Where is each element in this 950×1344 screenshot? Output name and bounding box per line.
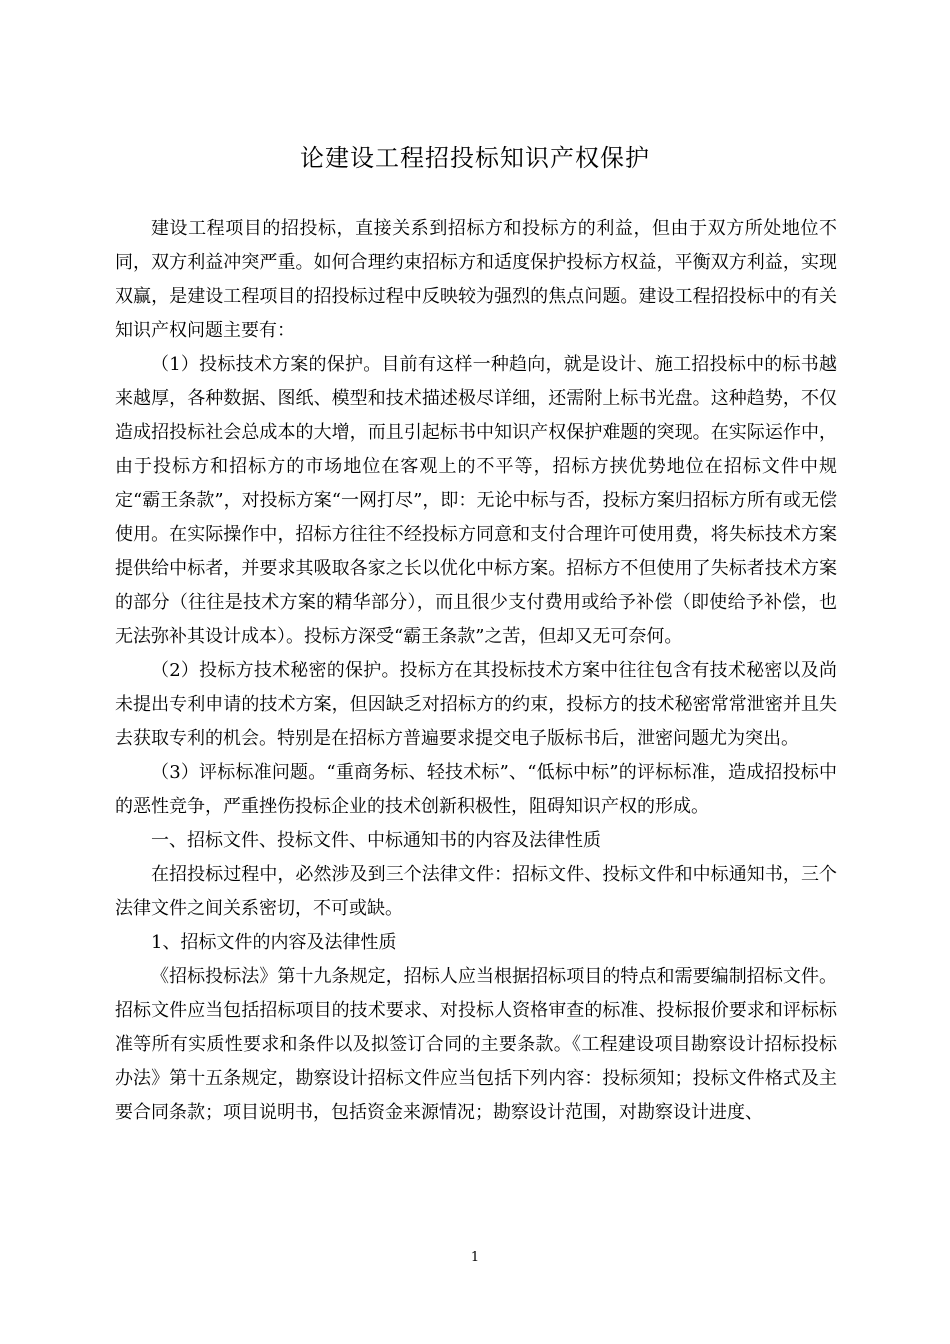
document-body	[115, 212, 837, 1130]
paragraph-issue-2: （2）投标方技术秘密的保护。投标方在其投标技术方案中往往包含有技术秘密以及尚未提出专利申请的技术方案，但因缺乏对招标方的约束，投标方的技术秘密常常泄密并且失去获取专利的机会。特别是在招标方普遍要求提交电子版标书后，泄密问题尤为突出。	[115, 660, 837, 749]
paragraph-intro: 建设工程项目的招投标，直接关系到招标方和投标方的利益，但由于双方所处地位不同，双方利益冲突严重。如何合理约束招标方和适度保护投标方权益，平衡双方利益，实现双赢，是建设工程项目的招投标过程中反映较为强烈的焦点问题。建设工程招投标中的有关知识产权问题主要有：	[115, 218, 837, 341]
paragraph-legal-docs: 在招投标过程中，必然涉及到三个法律文件：招标文件、投标文件和中标通知书，三个法律文件之间关系密切，不可或缺。	[115, 864, 837, 919]
section-heading-1: 一、招标文件、投标文件、中标通知书的内容及法律性质	[151, 830, 601, 851]
page-number: 1	[470, 1250, 480, 1265]
paragraph-issue-1: （1）投标技术方案的保护。目前有这样一种趋向，就是设计、施工招投标中的标书越来越厚，各种数据、图纸、模型和技术描述极尽详细，还需附上标书光盘。这种趋势，不仅造成招投标社会总成本的大增，而且引起标书中知识产权保护难题的突现。在实际运作中，由于投标方和招标方的市场地位在客观上的不平等，招标方挟优势地位在招标文件中规定“霸王条款”，对投标方案“一网打尽”，即：无论中标与否，投标方案归招标方所有或无偿使用。在实际操作中，招标方往往不经投标方同意和支付合理许可使用费，将失标技术方案提供给中标者，并要求其吸取各家之长以优化中标方案。招标方不但使用了失标者技术方案的部分（往往是技术方案的精华部分），而且很少支付费用或给予补偿（即使给予补偿，也无法弥补其设计成本）。投标方深受“霸王条款”之苦，但却又无可奈何。	[115, 354, 837, 647]
paragraph-law-article: 《招标投标法》第十九条规定，招标人应当根据招标项目的特点和需要编制招标文件。招标文件应当包括招标项目的技术要求、对投标人资格审查的标准、投标报价要求和评标标准等所有实质性要求和条件以及拟签订合同的主要条款。《工程建设项目勘察设计招标投标办法》第十五条规定，勘察设计招标文件应当包括下列内容：投标须知；投标文件格式及主要合同条款；项目说明书，包括资金来源情况；勘察设计范围，对勘察设计进度、	[115, 966, 837, 1123]
document-title: 论建设工程招投标知识产权保护	[300, 144, 650, 172]
paragraph-issue-3: （3）评标标准问题。“重商务标、轻技术标”、“低标中标”的评标标准，造成招投标中的恶性竞争，严重挫伤投标企业的技术创新积极性，阻碍知识产权的形成。	[115, 762, 837, 817]
subsection-heading-1: 1、招标文件的内容及法律性质	[151, 932, 397, 953]
